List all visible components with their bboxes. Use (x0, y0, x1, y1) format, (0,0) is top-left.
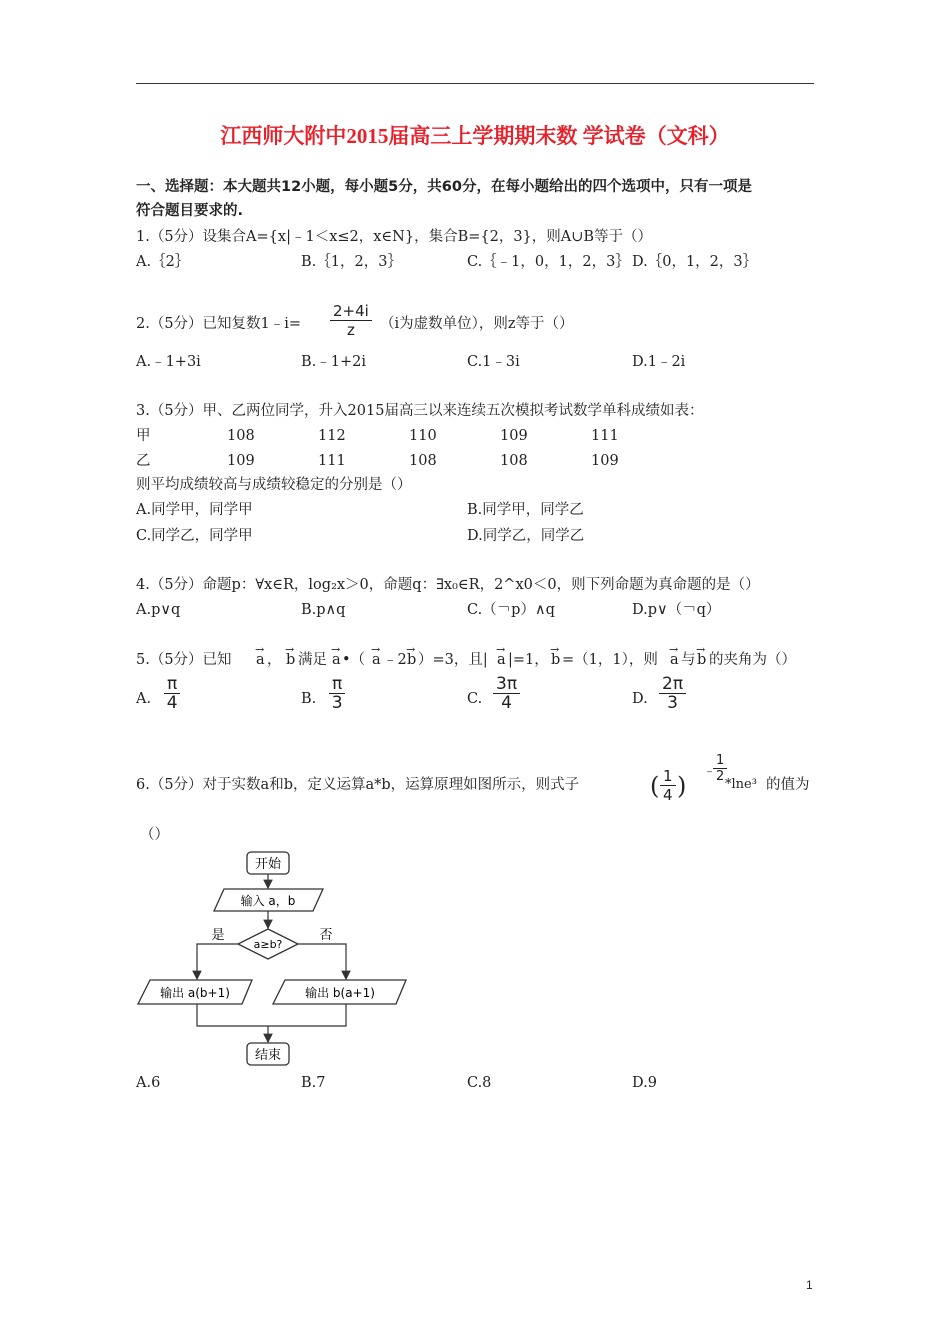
question-2-pre: 2.（5分）已知复数1﹣i= (136, 316, 302, 332)
vector-b (550, 643, 561, 669)
q1-option-b: B.｛1，2，3｝ (301, 254, 402, 270)
q1-option-d: D.｛0，1，2，3｝ (632, 254, 758, 270)
q6-operator: *lne³ (725, 777, 757, 792)
q5-option-b-label: B. (301, 691, 317, 707)
vector-a-letter: a (497, 652, 506, 668)
arrow-icon: → (496, 643, 506, 656)
vector-a-letter: a (332, 652, 341, 668)
vector-a-letter: a (670, 652, 679, 668)
q5-option-c-fraction (493, 675, 520, 712)
page-title: 江西师大附中2015届高三上学期期末数 学试卷（文科） (220, 124, 730, 148)
score-cell: 112 (318, 428, 346, 444)
vector-b (696, 643, 707, 669)
question-2-post: （i为虚数单位），则z等于（） (380, 316, 574, 332)
q2-option-c: C.1﹣3i (467, 354, 520, 370)
q5-text-9: 的夹角为（） (709, 652, 796, 668)
q2-option-d: D.1﹣2i (632, 354, 686, 370)
output-left-label: 输出 a(b+1) (160, 986, 230, 1000)
denominator: 4 (501, 693, 512, 713)
section-heading: 一、选择题：本大题共12小题，每小题5分，共60分，在每小题给出的四个选项中，只有一项是 (136, 179, 752, 195)
q3-option-d: D.同学乙，同学乙 (467, 528, 585, 544)
arrow-icon: → (406, 643, 416, 656)
paren-open: ( (650, 772, 660, 800)
q2-numerator: 2+4i (330, 302, 372, 321)
score-cell: 108 (500, 453, 528, 469)
score-cell: 109 (500, 428, 528, 444)
vector-a (669, 643, 679, 669)
row-name: 乙 (136, 453, 151, 469)
page-number: 1 (806, 1278, 813, 1292)
vector-a-letter: a (256, 652, 265, 668)
q4-option-a: A.p∨q (136, 602, 181, 618)
score-cell: 109 (591, 453, 619, 469)
q3-option-b: B.同学甲，同学乙 (467, 502, 584, 518)
denominator: 3 (667, 693, 678, 713)
q5-text-5: ）=3，且| (418, 652, 488, 668)
input-label: 输入 a，b (240, 894, 296, 908)
q2-fraction (330, 302, 372, 339)
score-cell: 108 (409, 453, 437, 469)
q5-option-c-label: C. (467, 691, 483, 707)
score-cell: 110 (409, 428, 437, 444)
condition-label: a≥b? (253, 938, 283, 951)
q5-text-8: 与 (681, 652, 696, 668)
q6-option-a: A.6 (136, 1075, 161, 1091)
denominator: 4 (663, 786, 673, 804)
q5-option-a-fraction (164, 675, 180, 712)
q6-option-c: C.8 (467, 1075, 492, 1091)
arrow-icon: → (550, 643, 560, 656)
q5-option-a-label: A. (136, 691, 152, 707)
vector-a (255, 643, 265, 669)
numerator: π (164, 675, 180, 694)
q6-post: 的值为 (766, 777, 810, 793)
score-cell: 109 (227, 453, 255, 469)
q6-base-fraction (660, 767, 676, 804)
vector-b-letter: b (286, 652, 296, 668)
q4-option-d: D.p∨（￢q） (632, 602, 721, 618)
arrow-icon: → (696, 643, 706, 656)
q1-option-c: C.｛﹣1，0，1，2，3｝ (467, 254, 630, 270)
numerator: 2π (659, 675, 686, 694)
q5-text-7: =（1，1），则 (562, 652, 658, 668)
question-4: 4.（5分）命题p：∀x∈R，log₂x＞0，命题q：∃x₀∈R，2^x0＜0，则下列命题为真命题的是（） (136, 577, 760, 593)
q5-text-6: |=1， (508, 652, 549, 668)
q2-option-b: B.﹣1+2i (301, 354, 367, 370)
yes-label: 是 (211, 928, 225, 943)
q5-option-b-fraction (329, 675, 345, 712)
vector-b-letter: b (407, 652, 417, 668)
numerator: 1 (660, 767, 676, 786)
score-cell: 108 (227, 428, 255, 444)
vector-a (371, 643, 381, 669)
question-3: 3.（5分）甲、乙两位同学，升入2015届高三以来连续五次模拟考试数学单科成绩如表： (136, 403, 704, 419)
q5-text-4: ﹣2 (383, 652, 407, 668)
numerator: 3π (493, 675, 520, 694)
arrow-icon: → (371, 643, 381, 656)
question-6: 6.（5分）对于实数a和b，定义运算a*b，运算原理如图所示，则式子 (136, 777, 580, 793)
vector-b-letter: b (697, 652, 707, 668)
arrow-icon: → (669, 643, 679, 656)
no-label: 否 (319, 928, 333, 943)
q5-option-d-label: D. (632, 691, 648, 707)
q1-option-a: A.｛2｝ (136, 254, 190, 270)
comma: ， (267, 652, 282, 668)
top-rule (136, 83, 814, 84)
vector-a (496, 643, 506, 669)
q3-option-a: A.同学甲，同学甲 (136, 502, 253, 518)
section-heading-cont: 符合题目要求的. (136, 203, 244, 219)
start-label: 开始 (254, 857, 282, 872)
q2-denominator: z (346, 321, 355, 339)
vector-b (285, 643, 296, 669)
arrow-icon: → (255, 643, 265, 656)
q6-paren: （） (140, 827, 169, 843)
numerator: π (329, 675, 345, 694)
question-1: 1.（5分）设集合A={x|﹣1＜x≤2，x∈N}，集合B={2，3}，则A∪B等于（） (136, 229, 653, 245)
arrow-icon: → (285, 643, 295, 656)
q5-text-3: •（ (342, 652, 366, 668)
row-name: 甲 (136, 428, 151, 444)
score-cell: 111 (318, 453, 346, 469)
q6-option-d: D.9 (632, 1075, 657, 1091)
q2-option-a: A.﹣1+3i (136, 354, 201, 370)
vector-a (331, 643, 341, 669)
denominator: 3 (331, 693, 343, 713)
end-label: 结束 (254, 1048, 282, 1063)
q6-option-b: B.7 (301, 1075, 326, 1091)
q3-ask: 则平均成绩较高与成绩较稳定的分别是（） (136, 477, 412, 493)
flowchart (130, 848, 410, 1070)
numerator: 1 (713, 753, 727, 769)
vector-b (406, 643, 417, 669)
vector-b-letter: b (551, 652, 561, 668)
paren-close: ) (677, 772, 687, 800)
exponent-minus: ﹣ (703, 764, 717, 779)
question-5-pre: 5.（5分）已知 (136, 652, 232, 668)
output-right-label: 输出 b(a+1) (305, 986, 375, 1000)
q5-text-2: 满足 (298, 652, 327, 668)
q4-option-b: B.p∧q (301, 602, 346, 618)
q3-option-c: C.同学乙，同学甲 (136, 528, 253, 544)
arrow-icon: → (331, 643, 341, 656)
vector-a-letter: a (372, 652, 381, 668)
score-cell: 111 (591, 428, 619, 444)
q4-option-c: C.（￢p）∧q (467, 602, 555, 618)
denominator: 2 (716, 769, 725, 784)
q5-option-d-fraction (659, 675, 686, 712)
denominator: 4 (166, 693, 178, 713)
